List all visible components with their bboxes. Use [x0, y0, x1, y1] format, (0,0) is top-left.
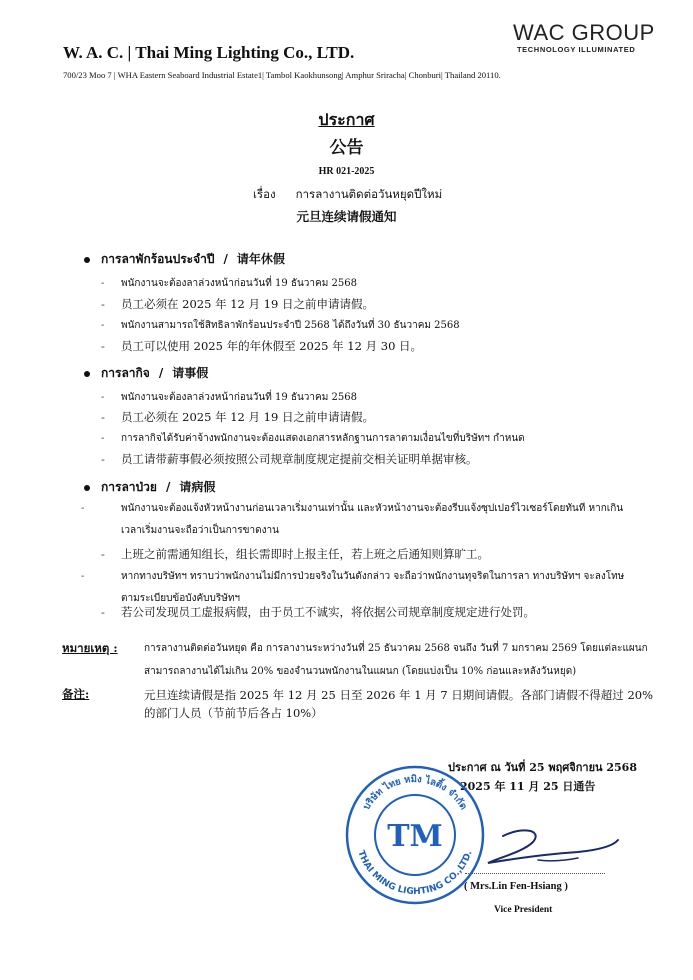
- bullet-icon: [84, 485, 90, 491]
- list-item: - พนักงานจะต้องลาล่วงหน้าก่อนวันที่ 19 ธันวาคม 2568: [101, 392, 357, 403]
- list-item: - 员工请带薪事假必须按照公司规章制度规定提前交相关证明单据审核。: [101, 452, 478, 466]
- announcement-title-thai: ประกาศ: [318, 110, 375, 129]
- list-item: - 若公司发现员工虚报病假，由于员工不诚实，将依据公司规章制度规定进行处罚。: [101, 605, 535, 619]
- section-heading-thai: การลากิจ: [101, 366, 150, 380]
- section-annual-leave-heading: การลาพักร้อนประจำปี / 请年休假: [84, 250, 285, 269]
- section-sick-leave-heading: การลาป่วย / 请病假: [84, 478, 215, 497]
- wac-group-logo: WAC GROUP: [513, 20, 655, 45]
- handwritten-signature: [478, 818, 628, 878]
- list-item: - พนักงานสามารถใช้สิทธิลาพักร้อนประจำปี 2568 ได้ถึงวันที่ 30 ธันวาคม 2568: [101, 320, 460, 331]
- stamp-center-text: TM: [387, 819, 443, 854]
- section-personal-leave-heading: การลากิจ / 请事假: [84, 364, 208, 383]
- document-number: HR 021-2025: [318, 166, 375, 177]
- list-item: - พนักงานจะต้องลาล่วงหน้าก่อนวันที่ 19 ธันวาคม 2568: [101, 278, 357, 289]
- stamp-ring-bottom-text: THAI MING LIGHTING CO.,LTD.: [355, 849, 475, 898]
- logo-tagline: TECHNOLOGY ILLUMINATED: [517, 45, 636, 54]
- bullet-icon: [84, 371, 90, 377]
- company-name: W. A. C. | Thai Ming Lighting Co., LTD.: [63, 43, 355, 62]
- announcement-date-chinese: 2025 年 11 月 25 日通告: [460, 780, 596, 793]
- stamp-ring-top-text: บริษัท ไทย หมิง ไลติ้ง จำกัด: [361, 773, 469, 812]
- subject-chinese: 元旦连续请假通知: [296, 209, 397, 224]
- note-label-chinese: 备注:: [62, 687, 90, 701]
- note-text-chinese: 元旦连续请假是指 2025 年 12 月 25 日至 2026 年 1 月 7 日期间请假。各部门请假不得超过 20%的部门人员（节前节后各占 10%）: [144, 688, 654, 720]
- subject-row: [253, 186, 442, 204]
- section-heading-chinese: 请病假: [179, 480, 216, 494]
- section-heading-chinese: 请事假: [172, 366, 209, 380]
- list-item: - 员工必须在 2025 年 12 月 19 日之前申请请假。: [101, 297, 374, 311]
- list-item: - หากทางบริษัทฯ ทราบว่าพนักงานไม่มีการป่วยจริงในวันดังกล่าว จะถือว่าพนักงานทุจริตในการลา ทางบริษัทฯ จะลงโทษตามระเบียบข้อบังคับบริษัทฯ: [81, 571, 625, 604]
- list-item: - 员工必须在 2025 年 12 月 19 日之前申请请假。: [101, 410, 374, 424]
- announcement-date-thai: ประกาศ ณ วันที่ 25 พฤศจิกายน 2568: [448, 761, 637, 774]
- signer-title: Vice President: [494, 905, 553, 915]
- list-item: - การลากิจได้รับค่าจ้างพนักงานจะต้องแสดงเอกสารหลักฐานการลาตามเงื่อนไขที่บริษัทฯ กำหนด: [101, 433, 525, 444]
- subject-thai: การลางานติดต่อวันหยุดปีใหม่: [295, 187, 443, 201]
- note-text-thai: การลางานติดต่อวันหยุด คือ การลางานระหว่างวันที่ 25 ธันวาคม 2568 จนถึง วันที่ 7 มกราคม 2569 โดยแต่ละแผนกสามารถลางานได้ไม่เกิน 20% ของจำนวนพนักงานในแผนก (โดยแบ่งเป็น 10% ก่อนและหลังวันหยุด): [144, 643, 648, 677]
- section-heading-thai: การลาพักร้อนประจำปี: [101, 252, 215, 266]
- list-item: - พนักงานจะต้องแจ้งหัวหน้างานก่อนเวลาเริ่มงานเท่านั้น และหัวหน้างานจะต้องรีบแจ้งซุปเปอร์ไวเซอร์โดยทันที หากเกินเวลาเริ่มงานจะถือว่าเป็นการขาดงาน: [81, 503, 624, 536]
- announcement-title-chinese: 公告: [329, 138, 364, 158]
- company-address: 700/23 Moo 7 | WHA Eastern Seaboard Industrial Estate1| Tambol Kaokhunsong| Amphur Sriracha| Chonburi| Thailand 20110.: [63, 70, 501, 80]
- section-heading-chinese: 请年休假: [236, 252, 285, 266]
- note-label-thai: หมายเหตุ :: [62, 641, 118, 655]
- bullet-icon: [84, 257, 90, 263]
- list-item: - 上班之前需通知组长，组长需即时上报主任，若上班之后通知则算旷工。: [101, 547, 489, 561]
- signer-name: ( Mrs.Lin Fen-Hsiang ): [464, 881, 568, 892]
- subject-label: เรื่อง: [253, 187, 276, 201]
- section-heading-thai: การลาป่วย: [101, 480, 157, 494]
- signature-line: [465, 873, 605, 874]
- list-item: - 员工可以使用 2025 年的年休假至 2025 年 12 月 30 日。: [101, 339, 423, 353]
